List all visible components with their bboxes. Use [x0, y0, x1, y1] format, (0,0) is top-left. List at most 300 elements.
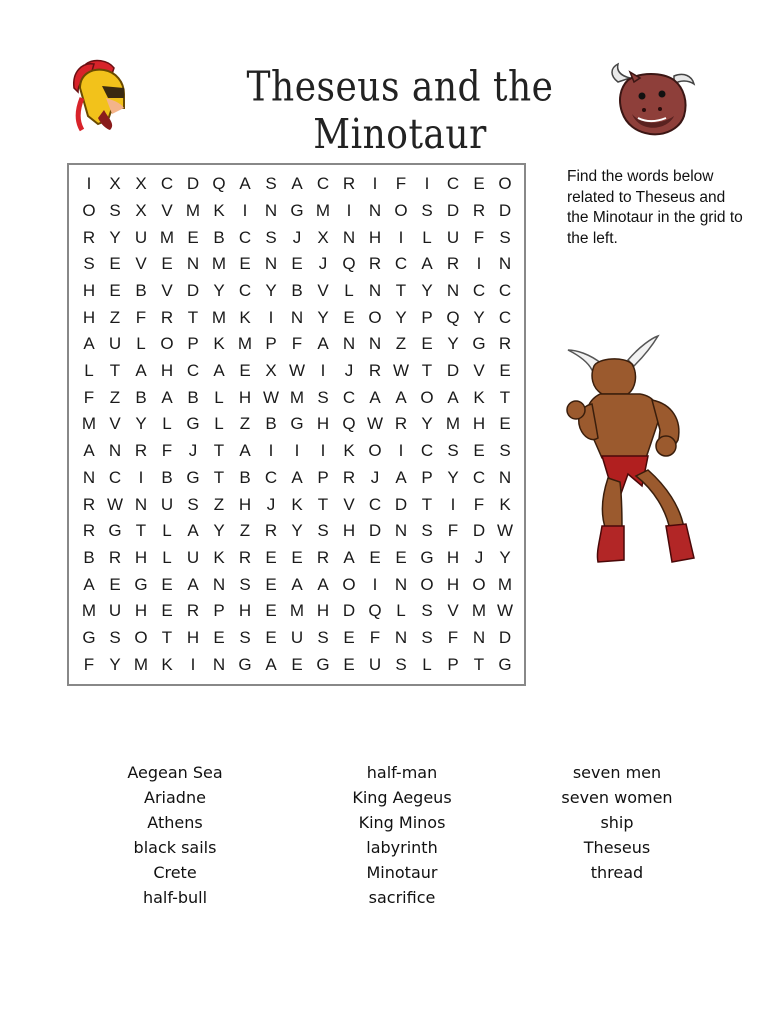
grid-letter: C [472, 467, 486, 487]
grid-letter: R [394, 414, 408, 434]
grid-letter: R [186, 601, 200, 621]
grid-letter: U [108, 334, 122, 354]
grid-letter: I [398, 227, 404, 247]
grid-letter: Z [239, 414, 251, 434]
grid-letter: M [445, 414, 461, 434]
grid-letter: N [446, 281, 460, 301]
grid-letter: K [213, 201, 225, 221]
grid-letter: G [290, 414, 304, 434]
grid-letter: T [109, 361, 121, 381]
grid-letter: N [368, 334, 382, 354]
grid-letter: Y [447, 334, 459, 354]
grid-letter: V [473, 361, 485, 381]
grid-letter: T [421, 494, 433, 514]
grid-letter: X [135, 201, 147, 221]
grid-letter: I [398, 441, 404, 461]
grid-letter: R [316, 547, 330, 567]
grid-letter: H [368, 227, 382, 247]
grid-letter: A [395, 387, 407, 407]
grid-letter: A [239, 174, 251, 194]
grid-letter: G [108, 521, 122, 541]
grid-letter: H [472, 414, 486, 434]
grid-letter: Z [395, 334, 407, 354]
grid-letter: G [472, 334, 486, 354]
grid-letter: A [83, 334, 95, 354]
word-list-item: sacrifice [368, 888, 436, 907]
grid-letter: C [238, 227, 252, 247]
grid-letter: K [291, 494, 303, 514]
grid-letter: X [109, 174, 121, 194]
grid-letter: N [368, 281, 382, 301]
grid-letter: T [135, 521, 147, 541]
grid-letter: D [186, 174, 200, 194]
grid-letter: O [82, 201, 96, 221]
grid-letter: N [290, 307, 304, 327]
grid-letter: Y [447, 467, 459, 487]
grid-letter: E [109, 281, 121, 301]
grid-letter: N [264, 201, 278, 221]
grid-letter: E [499, 414, 511, 434]
grid-letter: P [421, 467, 433, 487]
grid-letter: E [265, 547, 277, 567]
grid-letter: S [421, 201, 433, 221]
grid-letter: O [368, 441, 382, 461]
grid-letter: D [446, 361, 460, 381]
grid-letter: M [211, 307, 227, 327]
grid-letter: A [83, 441, 95, 461]
grid-letter: Q [212, 174, 226, 194]
grid-letter: T [473, 654, 485, 674]
grid-letter: H [342, 521, 356, 541]
grid-letter: F [395, 174, 407, 194]
minotaur-figure [562, 330, 710, 575]
grid-letter: H [134, 547, 148, 567]
grid-letter: I [346, 201, 352, 221]
grid-letter: T [421, 361, 433, 381]
bull-head-icon [604, 62, 700, 140]
grid-letter: U [186, 547, 200, 567]
grid-letter: T [317, 494, 329, 514]
grid-letter: A [291, 174, 303, 194]
grid-letter: S [239, 627, 251, 647]
grid-letter: U [290, 627, 304, 647]
grid-letter: Y [395, 307, 407, 327]
grid-letter: E [161, 574, 173, 594]
grid-letter: D [186, 281, 200, 301]
grid-letter: R [342, 174, 356, 194]
grid-letter: L [162, 547, 172, 567]
grid-letter: L [422, 227, 432, 247]
grid-letter: G [186, 467, 200, 487]
grid-letter: T [499, 387, 511, 407]
grid-letter: T [395, 281, 407, 301]
grid-letter: Z [109, 307, 121, 327]
grid-letter: N [368, 201, 382, 221]
grid-letter: G [420, 547, 434, 567]
grid-letter: G [316, 654, 330, 674]
grid-letter: Z [109, 387, 121, 407]
grid-letter: T [187, 307, 199, 327]
grid-letter: M [211, 254, 227, 274]
grid-letter: F [161, 441, 173, 461]
grid-letter: E [239, 361, 251, 381]
grid-letter: N [82, 467, 96, 487]
grid-letter: J [188, 441, 198, 461]
grid-letter: E [473, 441, 485, 461]
grid-letter: Z [213, 494, 225, 514]
grid-letter: I [424, 174, 430, 194]
grid-letter: J [318, 254, 328, 274]
grid-letter: A [395, 467, 407, 487]
grid-letter: W [288, 361, 306, 381]
grid-letter: T [213, 441, 225, 461]
grid-letter: J [266, 494, 276, 514]
grid-letter: Y [421, 414, 433, 434]
grid-letter: B [291, 281, 303, 301]
grid-letter: A [317, 574, 329, 594]
grid-letter: E [161, 254, 173, 274]
grid-letter: I [320, 441, 326, 461]
word-list-column-3 [517, 760, 717, 885]
grid-letter: I [320, 361, 326, 381]
grid-letter: S [317, 387, 329, 407]
grid-letter: C [186, 361, 200, 381]
grid-letter: C [368, 494, 382, 514]
grid-letter: S [83, 254, 95, 274]
grid-letter: H [238, 387, 252, 407]
grid-letter: F [369, 627, 381, 647]
grid-letter: L [136, 334, 146, 354]
grid-letter: N [498, 254, 512, 274]
grid-letter: P [213, 601, 225, 621]
page-title: Theseus and the Minotaur [246, 63, 554, 159]
grid-letter: E [161, 601, 173, 621]
grid-letter: N [342, 227, 356, 247]
grid-letter: M [289, 387, 305, 407]
grid-letter: H [134, 601, 148, 621]
grid-letter: R [82, 227, 96, 247]
grid-letter: M [81, 601, 97, 621]
word-list-item: Crete [153, 863, 197, 882]
grid-letter: B [135, 281, 147, 301]
grid-letter: X [135, 174, 147, 194]
grid-letter: E [109, 254, 121, 274]
grid-letter: V [447, 601, 459, 621]
grid-letter: M [185, 201, 201, 221]
grid-letter: L [214, 414, 224, 434]
grid-letter: C [238, 281, 252, 301]
grid-letter: Q [342, 254, 356, 274]
grid-letter: A [187, 574, 199, 594]
word-list-item: labyrinth [366, 838, 438, 857]
grid-letter: R [368, 254, 382, 274]
grid-letter: R [498, 334, 512, 354]
grid-letter: A [161, 387, 173, 407]
grid-letter: K [343, 441, 355, 461]
grid-letter: R [82, 494, 96, 514]
grid-letter: E [369, 547, 381, 567]
grid-letter: P [317, 467, 329, 487]
word-list-item: Ariadne [144, 788, 206, 807]
grid-letter: I [138, 467, 144, 487]
grid-letter: C [160, 174, 174, 194]
grid-letter: M [315, 201, 331, 221]
grid-letter: K [499, 494, 511, 514]
grid-letter: N [108, 441, 122, 461]
grid-letter: Q [446, 307, 460, 327]
grid-letter: H [238, 601, 252, 621]
grid-letter: N [394, 574, 408, 594]
grid-letter: S [395, 654, 407, 674]
grid-letter: O [472, 574, 486, 594]
grid-letter: S [109, 201, 121, 221]
grid-letter: H [446, 547, 460, 567]
grid-letter: R [134, 441, 148, 461]
grid-letter: A [291, 574, 303, 594]
grid-letter: M [159, 227, 175, 247]
word-list-item: seven women [561, 788, 673, 807]
spartan-helmet-icon [68, 58, 134, 136]
grid-letter: N [498, 467, 512, 487]
grid-letter: J [292, 227, 302, 247]
grid-letter: X [317, 227, 329, 247]
grid-letter: E [213, 627, 225, 647]
word-list-item: seven men [572, 763, 662, 782]
grid-letter: V [343, 494, 355, 514]
grid-letter: E [343, 654, 355, 674]
grid-letter: E [291, 547, 303, 567]
grid-letter: V [317, 281, 329, 301]
grid-letter: J [344, 361, 354, 381]
grid-letter: O [420, 387, 434, 407]
grid-letter: W [496, 521, 514, 541]
grid-letter: L [344, 281, 354, 301]
grid-letter: Z [239, 521, 251, 541]
grid-letter: C [394, 254, 408, 274]
grid-letter: C [420, 441, 434, 461]
grid-letter: E [343, 627, 355, 647]
grid-letter: O [342, 574, 356, 594]
grid-letter: N [342, 334, 356, 354]
grid-letter: F [447, 521, 459, 541]
grid-letter: G [134, 574, 148, 594]
word-list-item: Minotaur [366, 863, 438, 882]
grid-letter: M [289, 601, 305, 621]
word-list-item: black sails [133, 838, 217, 857]
grid-letter: H [316, 601, 330, 621]
grid-letter: S [421, 627, 433, 647]
word-list-item: Aegean Sea [127, 763, 223, 782]
grid-letter: E [291, 254, 303, 274]
grid-letter: N [212, 654, 226, 674]
grid-letter: E [109, 574, 121, 594]
grid-letter: S [109, 627, 121, 647]
word-list-item: half-man [366, 763, 438, 782]
grid-letter: R [368, 361, 382, 381]
grid-letter: D [394, 494, 408, 514]
grid-letter: B [265, 414, 277, 434]
grid-letter: K [239, 307, 251, 327]
grid-letter: K [213, 334, 225, 354]
word-search-grid [67, 163, 526, 686]
grid-letter: Y [265, 281, 277, 301]
word-list-item: half-bull [142, 888, 208, 907]
grid-letter: M [81, 414, 97, 434]
grid-letter: J [474, 547, 484, 567]
word-list-item: King Minos [358, 813, 446, 832]
grid-letter: F [83, 387, 95, 407]
grid-letter: E [395, 547, 407, 567]
grid-letter: R [238, 547, 252, 567]
grid-letter: D [446, 201, 460, 221]
grid-letter: W [262, 387, 280, 407]
grid-letter: K [161, 654, 173, 674]
grid-letter: B [161, 467, 173, 487]
grid-letter: B [239, 467, 251, 487]
grid-letter: I [268, 441, 274, 461]
grid-letter: V [161, 201, 173, 221]
grid-letter: P [187, 334, 199, 354]
grid-letter: O [498, 174, 512, 194]
word-list-item: ship [600, 813, 634, 832]
grid-letter: E [291, 654, 303, 674]
grid-letter: Y [109, 654, 121, 674]
grid-letter: O [368, 307, 382, 327]
grid-letter: N [134, 494, 148, 514]
grid-letter: N [394, 627, 408, 647]
grid-letter: S [499, 227, 511, 247]
grid-letter: H [446, 574, 460, 594]
grid-letter: N [186, 254, 200, 274]
grid-letter: S [447, 441, 459, 461]
grid-letter: P [265, 334, 277, 354]
word-list-item: Athens [147, 813, 203, 832]
grid-letter: B [187, 387, 199, 407]
grid-letter: M [471, 601, 487, 621]
grid-letter: E [265, 574, 277, 594]
grid-letter: N [394, 521, 408, 541]
grid-letter: D [498, 627, 512, 647]
grid-letter: F [83, 654, 95, 674]
grid-letter: I [242, 201, 248, 221]
grid-letter: A [265, 654, 277, 674]
grid-letter: C [342, 387, 356, 407]
grid-letter: D [498, 201, 512, 221]
grid-letter: F [473, 494, 485, 514]
grid-letter: Y [213, 281, 225, 301]
grid-letter: S [265, 174, 277, 194]
grid-letter: H [82, 307, 96, 327]
grid-letter: N [264, 254, 278, 274]
grid-letter: E [499, 361, 511, 381]
grid-letter: C [472, 281, 486, 301]
word-list-column-2 [302, 760, 502, 910]
grid-letter: M [237, 334, 253, 354]
grid-letter: W [496, 601, 514, 621]
grid-letter: V [109, 414, 121, 434]
grid-letter: V [135, 254, 147, 274]
grid-letter: E [239, 254, 251, 274]
grid-letter: R [82, 521, 96, 541]
grid-letter: S [187, 494, 199, 514]
grid-letter: U [160, 494, 174, 514]
grid-letter: A [239, 441, 251, 461]
grid-letter: F [135, 307, 147, 327]
grid-letter: G [238, 654, 252, 674]
grid-letter: B [213, 227, 225, 247]
grid-letter: R [342, 467, 356, 487]
grid-letter: E [265, 627, 277, 647]
grid-letter: P [421, 307, 433, 327]
grid-letter: V [161, 281, 173, 301]
instructions-text: Find the words below related to Theseus and the Minotaur in the grid to the left. [567, 168, 743, 247]
grid-letter: H [186, 627, 200, 647]
grid-letter: I [372, 574, 378, 594]
word-list-column-1 [75, 760, 275, 910]
grid-letter: F [447, 627, 459, 647]
grid-letter: I [372, 174, 378, 194]
grid-letter: M [133, 654, 149, 674]
grid-letter: J [370, 467, 380, 487]
grid-letter: S [499, 441, 511, 461]
grid-letter: C [316, 174, 330, 194]
grid-letter: W [366, 414, 384, 434]
grid-letter: U [134, 227, 148, 247]
grid-letter: P [447, 654, 459, 674]
grid-letter: Y [499, 547, 511, 567]
grid-letter: K [213, 547, 225, 567]
grid-letter: I [268, 307, 274, 327]
grid-letter: I [190, 654, 196, 674]
grid-letter: I [476, 254, 482, 274]
grid-letter: B [83, 547, 95, 567]
grid-letter: N [212, 574, 226, 594]
grid-letter: Y [291, 521, 303, 541]
grid-letter: T [161, 627, 173, 647]
grid-letter: R [264, 521, 278, 541]
grid-letter: S [265, 227, 277, 247]
grid-letter: Y [317, 307, 329, 327]
grid-letter: C [498, 281, 512, 301]
grid-letter: O [420, 574, 434, 594]
grid-letter: D [368, 521, 382, 541]
grid-letter: O [394, 201, 408, 221]
grid-letter: N [472, 627, 486, 647]
grid-letter: O [160, 334, 174, 354]
grid-letter: A [447, 387, 459, 407]
grid-letter: R [472, 201, 486, 221]
grid-letter: Y [109, 227, 121, 247]
grid-letter: U [368, 654, 382, 674]
grid-letter: A [369, 387, 381, 407]
grid-letter: E [187, 227, 199, 247]
grid-letter: C [498, 307, 512, 327]
grid-letter: S [239, 574, 251, 594]
grid-letter: R [160, 307, 174, 327]
grid-letter: L [214, 387, 224, 407]
grid-letter: A [343, 547, 355, 567]
grid-letter: B [135, 387, 147, 407]
grid-letter: H [316, 414, 330, 434]
grid-letter: Y [135, 414, 147, 434]
grid-letter: C [446, 174, 460, 194]
grid-letter: R [446, 254, 460, 274]
grid-letter: L [422, 654, 432, 674]
word-list-item: thread [590, 863, 644, 882]
grid-letter: L [396, 601, 406, 621]
grid-letter: A [317, 334, 329, 354]
grid-letter: G [498, 654, 512, 674]
